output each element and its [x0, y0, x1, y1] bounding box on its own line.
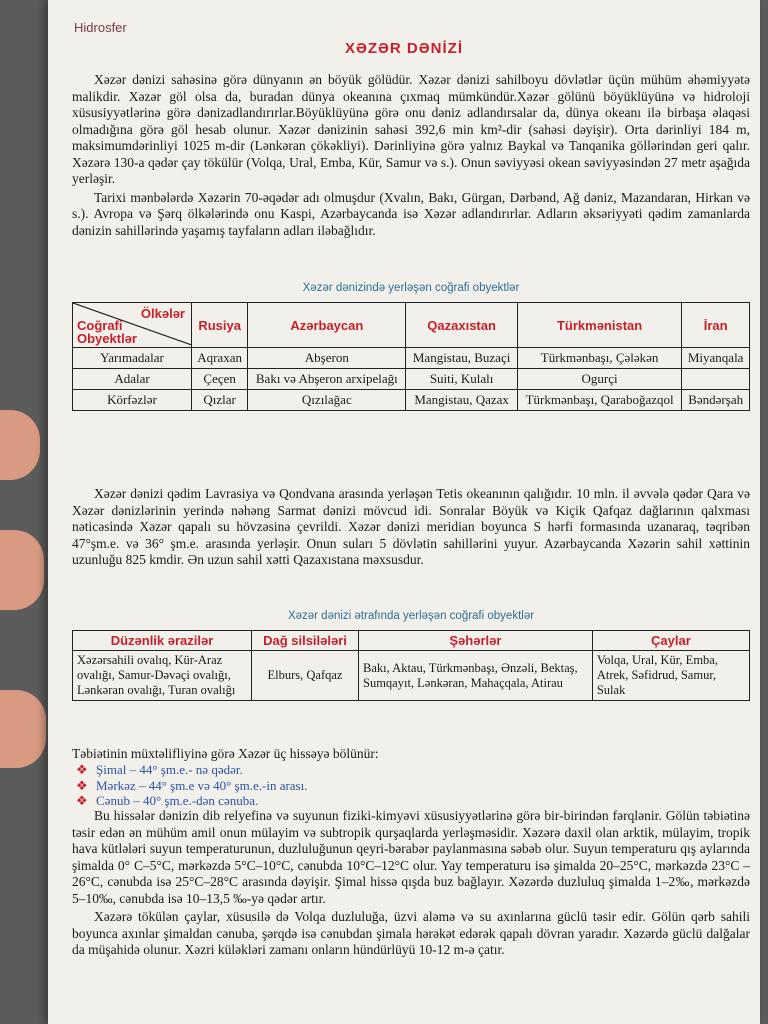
row-label: Adalar — [73, 369, 192, 390]
intro-section — [72, 72, 750, 241]
table-cell: Bakı və Abşeron arxipelağı — [248, 369, 406, 390]
corner-label-countries: Ölkələr — [140, 306, 185, 321]
list-item — [72, 793, 750, 809]
col-rivers: Çaylar — [592, 631, 749, 651]
finger-middle — [0, 530, 44, 610]
middle-paragraph: Xəzər dənizi qədim Lavrasiya və Qondvana arasında yerləşən Tetis okeanının qalığıdır. 10 mln. il əvvələ qədər Qara və Xəzər dənizlərinin yerində nəhəng Sarmat dənizi mövcud idi. Sonralar Böyük və Kiçik Qafqaz dağlarının qalxması nəticəsində Xəzər qapalı su hövzəsinə çevrildi. Xəzər dənizi meridian boyunca S hərfi formasında uzanaraq, təqribən 47°şm.e. və 36° şm.e. arasında yerləşir. Onun suları 5 dövlətin sahillərini yuyur. Azərbaycanda Xəzərin sahil xəttinin uzunluğu 825 kmdir. Ən uzun sahil xətti Qazaxıstana məxsusdur. — [72, 486, 750, 567]
col-azerbaijan: Azərbaycan — [248, 303, 406, 348]
table-cell: Qızlar — [192, 390, 248, 411]
objects-in-sea-table — [72, 302, 750, 411]
list-item-text: Cənub – 40° şm.e.-dən cənuba. — [96, 793, 259, 808]
running-header: Hidrosfer — [74, 20, 127, 35]
table-cell: Xəzərsahili ovalıq, Kür-Araz ovalığı, Samur-Dəvəçi ovalığı, Lənkəran ovalığı, Turan ovalığı — [73, 651, 252, 701]
intro-paragraph-1: Xəzər dənizi sahəsinə görə dünyanın ən böyük gölüdür. Xəzər dənizi sahilboyu dövlətlər üçün mühüm əhəmiyyətə malikdir. Xəzər göl olsa da, buradan dünya okeanına çıxmaq mümkündür.Xəzər gölünü böyüklüyünə və hidroloji xüsusiyyətlərinə görə dənizadlandırırlar.Böyüklüyünə görə onu dəniz adlandırsalar da, dünya okeanı ilə birbaşa əlaqəsi olmadığına görə göl hesab olunur. Xəzər dənizinin sahəsi 392,6 min km²-dir (sahəsi dəyişir). Orta dərinliyi 184 m, maksimumdərinliyi 1025 m-dir (Lənkəran çökəkliyi). Dərinliyinə görə yalnız Baykal və Tanqanika göllərindən geri qalır. Xəzərə 130-a qədər çay tökülür (Volqa, Ural, Emba, Kür, Samur və s.). Onun səviyyəsi okean səviyyəsindən 27 metr aşağıda yerləşir. — [72, 72, 750, 186]
list-item-text: Şimal – 44° şm.e.- nə qədər. — [96, 762, 243, 777]
book-page — [48, 0, 760, 1024]
table-row — [73, 348, 750, 369]
table-cell: Qızılağac — [248, 390, 406, 411]
table1-caption: Xəzər dənizində yerləşən coğrafi obyektlər — [302, 282, 520, 294]
table2-section — [72, 600, 750, 701]
table-cell: Bakı, Aktau, Türkmənbaşı, Ənzəli, Bektaş, Sumqayıt, Lənkəran, Mahaçqala, Atirau — [359, 651, 593, 701]
finger-bottom — [0, 690, 46, 768]
table-cell: Mangistau, Qazax — [406, 390, 518, 411]
list-item — [72, 778, 750, 794]
parts-lead: Təbiətinin müxtəlifliyinə görə Xəzər üç hissəyə bölünür: — [72, 746, 379, 761]
table-row — [73, 390, 750, 411]
table-cell: Çeçen — [192, 369, 248, 390]
parts-list — [72, 762, 750, 809]
col-kazakhstan: Qazaxıstan — [406, 303, 518, 348]
table-cell: Aqraxan — [192, 348, 248, 369]
col-iran: İran — [682, 303, 750, 348]
table-cell: Volqa, Ural, Kür, Emba, Atrek, Səfidrud, Samur, Sulak — [592, 651, 749, 701]
bullet-icon: ❖ — [76, 762, 88, 777]
bullet-icon: ❖ — [76, 777, 88, 793]
parts-section — [72, 740, 750, 809]
page-title: XƏZƏR DƏNİZİ — [344, 40, 463, 57]
col-mountains: Dağ silsilələri — [252, 631, 359, 651]
table1-corner-cell — [73, 303, 192, 348]
row-label: Yarımadalar — [73, 348, 192, 369]
table-cell: Bəndərşah — [682, 390, 750, 411]
middle-section — [72, 486, 750, 571]
col-plains: Düzənlik ərazilər — [73, 631, 252, 651]
col-cities: Şəhərlər — [359, 631, 593, 651]
table-row — [73, 651, 750, 701]
table2-caption: Xəzər dənizi ətrafında yerləşən coğrafi obyektlər — [287, 610, 535, 622]
table-cell: Türkmənbaşı, Qaraboğazqol — [517, 390, 681, 411]
finger-top — [0, 410, 40, 480]
table-row — [73, 369, 750, 390]
list-item-text: Mərkəz – 44° şm.e və 40° şm.e.-in arası. — [96, 777, 308, 793]
col-russia: Rusiya — [192, 303, 248, 348]
corner-label-objects: Coğrafi Obyektlər — [77, 318, 137, 346]
table-cell: Elburs, Qafqaz — [252, 651, 359, 701]
table1-header-row — [73, 303, 750, 348]
table-cell: Ogurçi — [517, 369, 681, 390]
table-cell: Mangistau, Buzaçi — [406, 348, 518, 369]
objects-around-sea-table — [72, 630, 750, 701]
col-turkmenistan: Türkmənistan — [517, 303, 681, 348]
table-cell: Türkmənbaşı, Çələkən — [517, 348, 681, 369]
table-cell: Miyanqala — [682, 348, 750, 369]
closing-paragraph-1: Bu hissələr dənizin dib relyefinə və suyunun fiziki-kimyəvi xüsusiyyətlərinə görə bir-birindən fərqlənir. Gölün təbiətinə təsir edən ən mühüm amil onun mülayim və subtropik qurşaqlarda yerləşməsidir. Xəzərə daxil olan arktik, mülayim, tropik hava kütlələri suyun temperaturunun, duzluluğunun qeyri-bərabər paylanmasına səbəb olur. Suyun temperaturu qış aylarında şimalda 0° C–5°C, mərkəzdə 5°C–10°C, cənubda 10°C–12°C olur. Yay temperaturu isə şimalda 20–25°C, mərkəzdə 23°C –26°C, cənubda isə 25°C–28°C arasında dəyişir. Şimal hissə qışda buz bağlayır. Xəzərdə duzluluq şimalda 1–2‰, mərkəzdə 5–10‰, cənubda isə 10–13,5 ‰-yə qədər artır. — [72, 808, 750, 906]
table2-header-row — [73, 631, 750, 651]
list-item — [72, 762, 750, 778]
intro-paragraph-2: Tarixi mənbələrdə Xəzərin 70-əqədər adı olmuşdur (Xvalın, Bakı, Gürgan, Dərbənd, Ağ dəniz, Mazandaran, Hirkan və s.). Avropa və Şərq ölkələrində onu Kaspi, Azərbaycanda isə Xəzər adlandırırlar. Adların əksəriyyəti qədim zamanlarda dənizin sahillərində yaşamış tayfaların adları iləbağlıdır. — [72, 189, 750, 238]
table-cell: Abşeron — [248, 348, 406, 369]
closing-section — [72, 808, 750, 961]
closing-paragraph-2: Xəzərə tökülən çaylar, xüsusilə də Volqa duzluluğa, üzvi aləmə və su axınlarına güclü təsir edir. Gölün qərb sahili boyunca axınlar şimaldan cənuba, şərqdə isə cənubdan şimala hərəkət edərək qapalı dövran yaradır. Xəzərdə güclü dalğalar da müşahidə olunur. Xəzri küləkləri zamanı onların hündürlüyü 10-12 m-ə çatır. — [72, 909, 750, 957]
bullet-icon: ❖ — [76, 793, 88, 808]
table1-section — [72, 272, 750, 411]
table-cell — [682, 369, 750, 390]
table-cell: Suiti, Kulalı — [406, 369, 518, 390]
row-label: Körfəzlər — [73, 390, 192, 411]
